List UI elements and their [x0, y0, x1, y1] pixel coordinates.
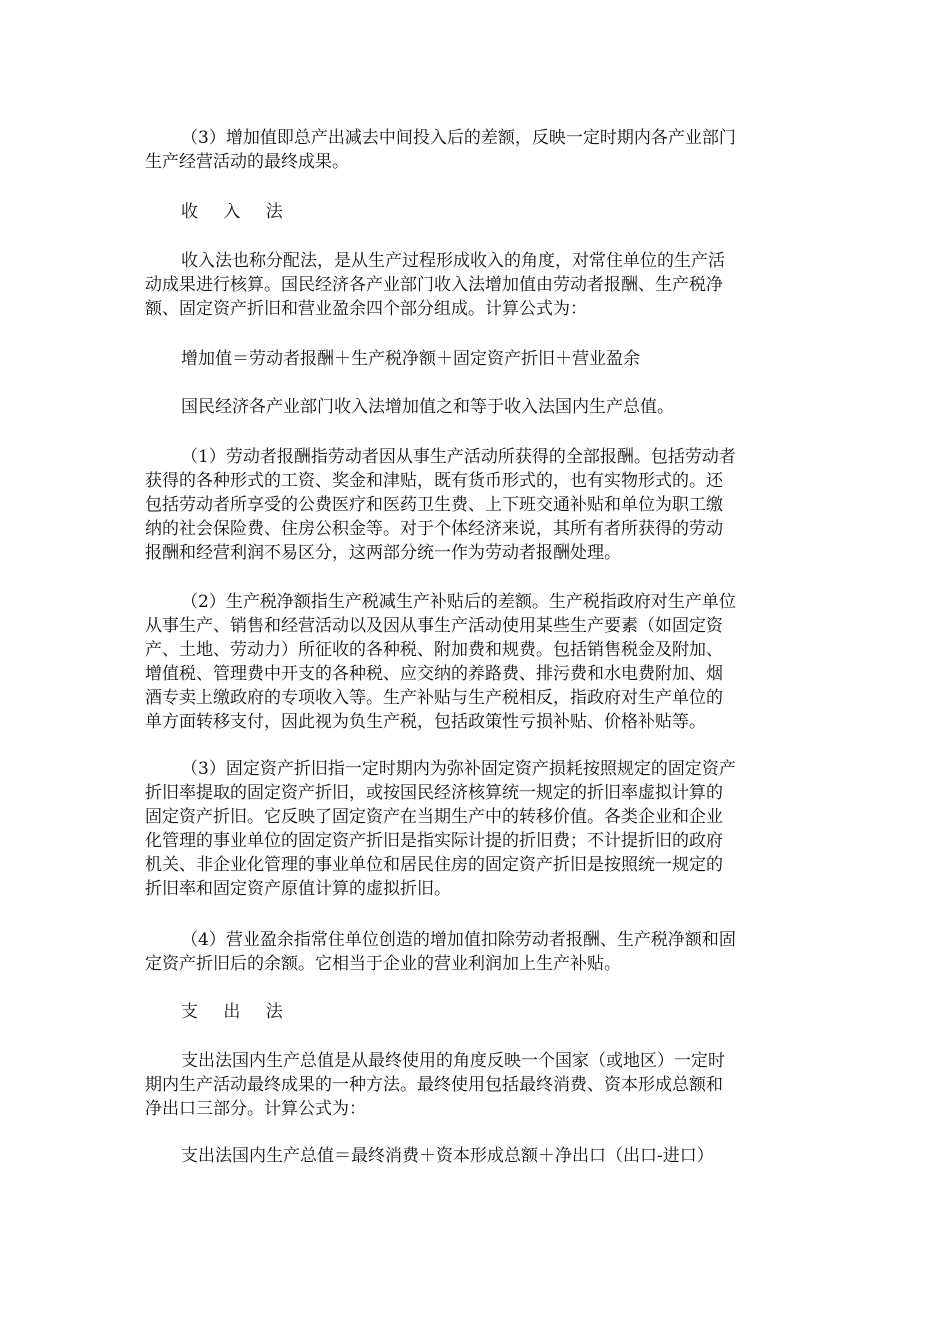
- text-line: （3）固定资产折旧指一定时期内为弥补固定资产损耗按照规定的固定资产: [181, 759, 736, 779]
- text-line: 增加值＝劳动者报酬＋生产税净额＋固定资产折旧＋营业盈余: [181, 349, 640, 369]
- text-line: 固定资产折旧。它反映了固定资产在当期生产中的转移价值。各类企业和企业: [145, 807, 723, 827]
- text-line: 额、固定资产折旧和营业盈余四个部分组成。计算公式为：: [145, 299, 587, 319]
- text-line: 生产经营活动的最终成果。: [145, 152, 349, 172]
- paragraph-income-method-intro: [145, 249, 805, 321]
- paragraph-income-method-sum: [145, 395, 805, 419]
- text-line: 酒专卖上缴政府的专项收入等。生产补贴与生产税相反，指政府对生产单位的: [145, 688, 723, 708]
- text-line: 支出法国内生产总值是从最终使用的角度反映一个国家（或地区）一定时: [181, 1051, 725, 1071]
- paragraph-value-added-definition: [145, 126, 805, 174]
- text-line: 机关、非企业化管理的事业单位和居民住房的固定资产折旧是按照统一规定的: [145, 855, 723, 875]
- text-line: 净出口三部分。计算公式为：: [145, 1099, 366, 1119]
- text-line: 化管理的事业单位的固定资产折旧是指实际计提的折旧费；不计提折旧的政府: [145, 831, 723, 851]
- formula-expenditure-method: [145, 1144, 805, 1168]
- text-line: 支出法国内生产总值＝最终消费＋资本形成总额＋净出口（出口-进口）: [181, 1146, 714, 1166]
- text-line: 折旧率提取的固定资产折旧，或按国民经济核算统一规定的折旧率虚拟计算的: [145, 783, 723, 803]
- paragraph-net-production-tax: [145, 590, 805, 734]
- text-line: 动成果进行核算。国民经济各产业部门收入法增加值由劳动者报酬、生产税净: [145, 275, 723, 295]
- text-line: 从事生产、销售和经营活动以及因从事生产活动使用某些生产要素（如固定资: [145, 616, 723, 636]
- text-line: 折旧率和固定资产原值计算的虚拟折旧。: [145, 879, 451, 899]
- text-line: 收入法也称分配法，是从生产过程形成收入的角度，对常住单位的生产活: [181, 251, 725, 271]
- text-line: （2）生产税净额指生产税减生产补贴后的差额。生产税指政府对生产单位: [181, 592, 736, 612]
- section-heading-expenditure-method: 支 出 法: [181, 1002, 293, 1022]
- paragraph-labor-compensation: [145, 445, 805, 565]
- text-line: 增值税、管理费中开支的各种税、应交纳的养路费、排污费和水电费附加、烟: [145, 664, 723, 684]
- text-line: （4）营业盈余指常住单位创造的增加值扣除劳动者报酬、生产税净额和固: [181, 930, 736, 950]
- paragraph-expenditure-method-intro: [145, 1049, 805, 1121]
- text-line: 单方面转移支付，因此视为负生产税，包括政策性亏损补贴、价格补贴等。: [145, 712, 706, 732]
- text-line: 包括劳动者所享受的公费医疗和医药卫生费、上下班交通补贴和单位为职工缴: [145, 495, 723, 515]
- text-line: 获得的各种形式的工资、奖金和津贴，既有货币形式的，也有实物形式的。还: [145, 471, 723, 491]
- text-line: 报酬和经营利润不易区分，这两部分统一作为劳动者报酬处理。: [145, 543, 621, 563]
- paragraph-fixed-asset-depreciation: [145, 757, 805, 901]
- text-line: 国民经济各产业部门收入法增加值之和等于收入法国内生产总值。: [181, 397, 674, 417]
- text-line: 纳的社会保险费、住房公积金等。对于个体经济来说，其所有者所获得的劳动: [145, 519, 723, 539]
- text-line: 期内生产活动最终成果的一种方法。最终使用包括最终消费、资本形成总额和: [145, 1075, 723, 1095]
- paragraph-operating-surplus: [145, 928, 805, 976]
- text-line: （1）劳动者报酬指劳动者因从事生产活动所获得的全部报酬。包括劳动者: [181, 447, 736, 467]
- formula-income-method: [145, 347, 805, 371]
- text-line: 定资产折旧后的余额。它相当于企业的营业利润加上生产补贴。: [145, 954, 621, 974]
- section-heading-income-method: 收 入 法: [181, 202, 293, 222]
- text-line: （3）增加值即总产出减去中间投入后的差额，反映一定时期内各产业部门: [181, 128, 736, 148]
- text-line: 产、土地、劳动力）所征收的各种税、附加费和规费。包括销售税金及附加、: [145, 640, 723, 660]
